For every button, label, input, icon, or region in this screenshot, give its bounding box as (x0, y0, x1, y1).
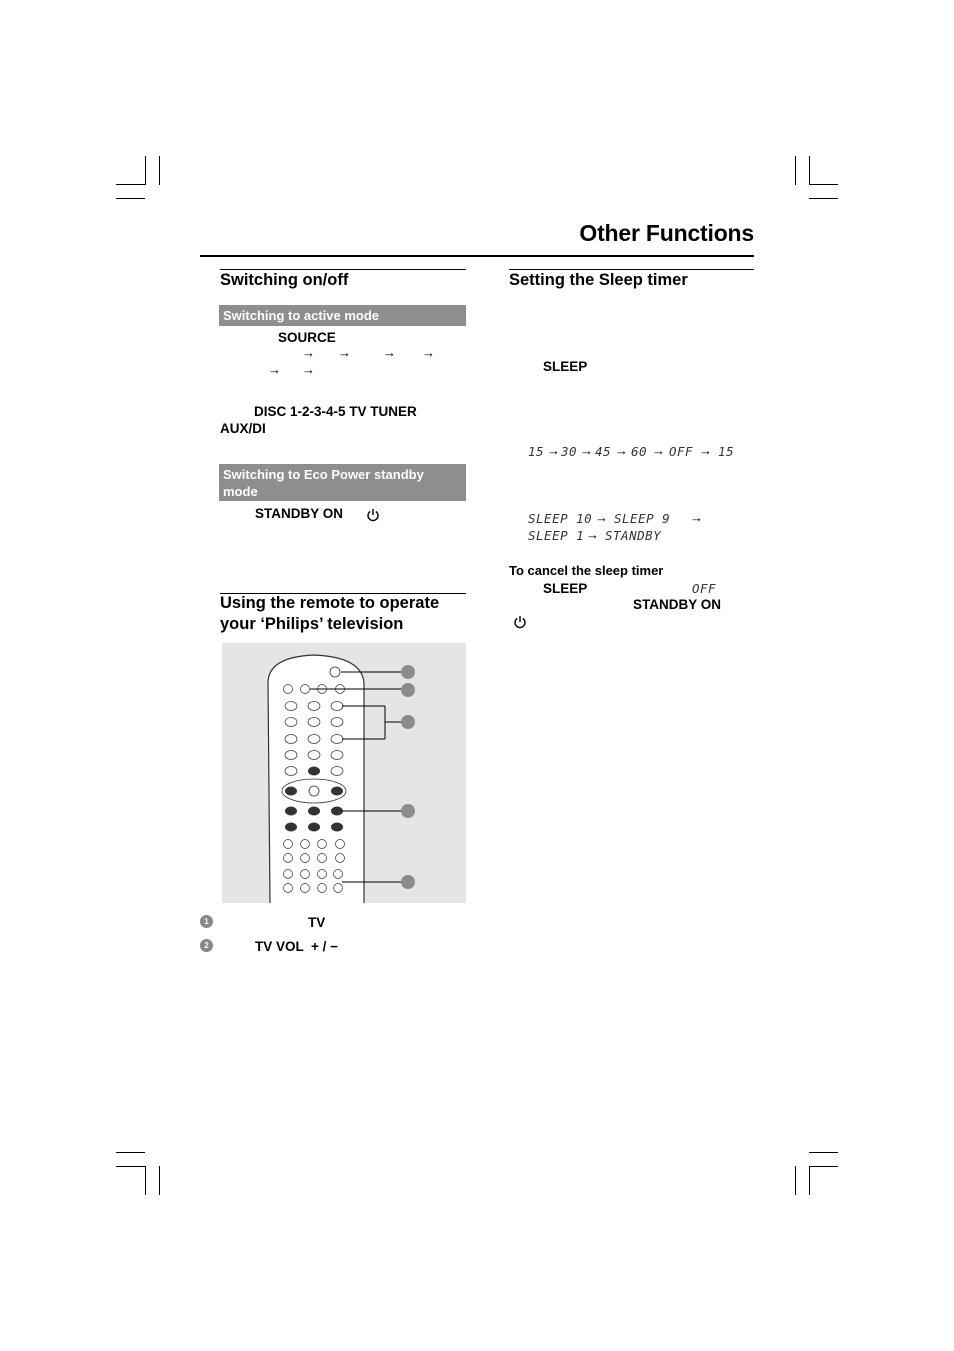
power-icon (513, 615, 527, 629)
crop-mark (145, 1166, 146, 1195)
callout-dot-icon (401, 804, 415, 818)
crop-mark (809, 156, 810, 185)
crop-mark (159, 1166, 160, 1195)
crop-mark (116, 1166, 145, 1167)
power-icon (366, 508, 380, 522)
crop-mark (809, 198, 838, 199)
crop-mark (116, 198, 145, 199)
section-title-sleep: Setting the Sleep timer (509, 271, 688, 289)
arrow-right-icon: → (595, 510, 608, 525)
crop-mark (795, 156, 796, 185)
crop-mark (809, 1152, 838, 1153)
callout-dot-icon (401, 683, 415, 697)
lcd-value: 60 (631, 444, 648, 459)
legend-number-1: 1 (200, 915, 213, 928)
crop-mark (809, 1166, 810, 1195)
crop-mark (116, 1152, 145, 1153)
section-title-switching: Switching on/off (220, 271, 349, 289)
legend-label-tv: TV (308, 915, 326, 930)
arrow-right-icon: → (699, 443, 712, 458)
lcd-value: SLEEP 9 (614, 511, 671, 526)
sources-list-line1: DISC 1-2-3-4-5 TV TUNER (254, 404, 417, 419)
callout-dot-icon (401, 715, 415, 729)
arrow-right-icon: → (547, 443, 560, 458)
source-label: SOURCE (278, 330, 336, 345)
section-title-tv-remote-line2: your ‘Philips’ television (220, 615, 404, 633)
subheading-eco-standby: Switching to Eco Power standby mode (219, 464, 466, 501)
cancel-standby-label: STANDBY ON (633, 597, 722, 612)
arrow-right-icon: → (338, 345, 351, 360)
crop-mark (159, 156, 160, 185)
lcd-value: 45 (595, 444, 612, 459)
arrow-right-icon: → (383, 345, 396, 360)
lcd-value: SLEEP 10 (528, 511, 593, 526)
page-title: Other Functions (579, 220, 754, 246)
arrow-right-icon: → (690, 510, 703, 525)
crop-mark (145, 156, 146, 185)
sources-list-line2: AUX/DI (220, 421, 266, 436)
arrow-right-icon: → (652, 443, 665, 458)
lcd-value: OFF (669, 444, 694, 459)
lcd-value: 15 (528, 444, 545, 459)
legend-number-2: 2 (200, 939, 213, 952)
lcd-value: OFF (692, 581, 717, 596)
cancel-heading: To cancel the sleep timer (509, 563, 664, 578)
arrow-right-icon: → (422, 345, 435, 360)
crop-mark (809, 184, 838, 185)
arrow-right-icon: → (580, 443, 593, 458)
crop-mark (809, 1166, 838, 1167)
lcd-value: SLEEP 1 (528, 528, 585, 543)
section-title-tv-remote-line1: Using the remote to operate (220, 594, 440, 612)
header-rule (200, 255, 754, 257)
subheading-active-mode: Switching to active mode (219, 305, 466, 326)
arrow-right-icon: → (615, 443, 628, 458)
cancel-sleep-label: SLEEP (543, 581, 588, 596)
crop-mark (795, 1166, 796, 1195)
lcd-value: STANDBY (605, 528, 662, 543)
lcd-value: 15 (718, 444, 735, 459)
remote-control-icon (222, 643, 466, 903)
standby-label: STANDBY ON (255, 506, 344, 521)
legend-label-tv-vol: TV VOL + / − (255, 939, 339, 954)
arrow-right-icon: → (268, 362, 281, 377)
crop-mark (116, 184, 145, 185)
arrow-right-icon: → (302, 345, 315, 360)
arrow-right-icon: → (302, 362, 315, 377)
arrow-right-icon: → (586, 527, 599, 542)
callout-dot-icon (401, 665, 415, 679)
sleep-label: SLEEP (543, 359, 588, 374)
callout-dot-icon (401, 875, 415, 889)
lcd-value: 30 (561, 444, 578, 459)
